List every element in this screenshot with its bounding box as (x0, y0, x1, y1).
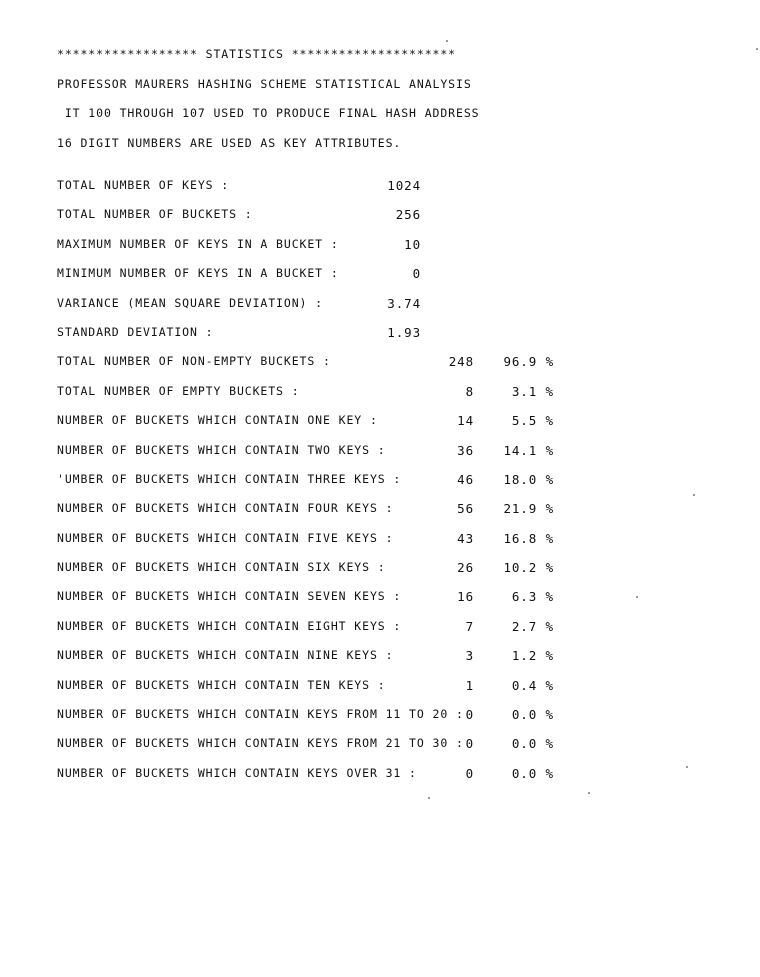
summary-value: 1024 (387, 178, 421, 193)
distribution-row (57, 582, 737, 611)
bucket-percent: 3.1 % (511, 383, 554, 399)
bucket-count: 3 (465, 648, 474, 664)
distribution-label: NUMBER OF BUCKETS WHICH CONTAIN KEYS OVER 31 : (57, 765, 417, 780)
distribution-row (57, 524, 737, 553)
scan-speck (636, 596, 638, 598)
distribution-row (57, 641, 737, 670)
summary-row (57, 318, 737, 347)
distribution-row (57, 759, 737, 788)
distribution-label: NUMBER OF BUCKETS WHICH CONTAIN EIGHT KEYS : (57, 618, 402, 633)
distribution-row (57, 612, 737, 641)
key-attribute-note: 16 DIGIT NUMBERS ARE USED AS KEY ATTRIBUTES. (57, 135, 402, 150)
distribution-row (57, 700, 737, 729)
bucket-count: 16 (457, 589, 474, 605)
bucket-percent: 18.0 % (503, 471, 554, 487)
scan-speck (686, 766, 688, 768)
summary-row (57, 171, 737, 200)
bucket-count: 46 (457, 471, 474, 487)
bucket-percent: 0.0 % (511, 736, 554, 752)
summary-row (57, 230, 737, 259)
bucket-count: 26 (457, 560, 474, 576)
summary-row (57, 200, 737, 229)
distribution-label: NUMBER OF BUCKETS WHICH CONTAIN NINE KEYS : (57, 648, 394, 663)
summary-section (57, 171, 737, 347)
statistics-banner: ****************** STATISTICS ********************* (57, 47, 457, 61)
bucket-count: 1 (465, 677, 474, 693)
bucket-count: 8 (465, 383, 474, 399)
scan-speck (693, 494, 695, 496)
distribution-row (57, 553, 737, 582)
summary-value: 3.74 (387, 295, 421, 311)
bucket-count: 0 (465, 707, 474, 723)
distribution-row (57, 377, 737, 406)
distribution-label: NUMBER OF BUCKETS WHICH CONTAIN KEYS FROM 11 TO 20 : (57, 707, 464, 722)
summary-value: 0 (412, 266, 421, 282)
distribution-label: NUMBER OF BUCKETS WHICH CONTAIN TEN KEYS : (57, 677, 386, 692)
bucket-percent: 10.2 % (503, 560, 554, 576)
distribution-row (57, 671, 737, 700)
bucket-count: 0 (465, 736, 474, 752)
distribution-label: TOTAL NUMBER OF EMPTY BUCKETS : (57, 383, 300, 398)
distribution-label: NUMBER OF BUCKETS WHICH CONTAIN FIVE KEYS : (57, 530, 394, 545)
bucket-percent: 0.0 % (511, 765, 554, 781)
bucket-count: 36 (457, 442, 474, 458)
bucket-count: 14 (457, 413, 474, 429)
distribution-row (57, 494, 737, 523)
bucket-percent: 16.8 % (503, 530, 554, 546)
scan-speck (756, 48, 758, 50)
bucket-percent: 14.1 % (503, 442, 554, 458)
summary-value: 1.93 (387, 324, 421, 340)
distribution-label: NUMBER OF BUCKETS WHICH CONTAIN KEYS FROM 21 TO 30 : (57, 736, 464, 751)
bucket-percent: 96.9 % (503, 354, 554, 370)
distribution-label: NUMBER OF BUCKETS WHICH CONTAIN SEVEN KEYS : (57, 589, 402, 604)
scan-speck (588, 792, 590, 794)
summary-label: MINIMUM NUMBER OF KEYS IN A BUCKET : (57, 266, 339, 281)
distribution-label: NUMBER OF BUCKETS WHICH CONTAIN SIX KEYS : (57, 560, 386, 575)
statistics-report (57, 40, 737, 788)
bucket-count: 43 (457, 530, 474, 546)
bucket-percent: 2.7 % (511, 618, 554, 634)
bucket-percent: 1.2 % (511, 648, 554, 664)
bucket-count: 0 (465, 765, 474, 781)
report-title: PROFESSOR MAURERS HASHING SCHEME STATISTICAL ANALYSIS (57, 76, 472, 91)
hash-address-note: IT 100 THROUGH 107 USED TO PRODUCE FINAL HASH ADDRESS (57, 106, 480, 120)
summary-label: STANDARD DEVIATION : (57, 324, 214, 339)
distribution-label: TOTAL NUMBER OF NON-EMPTY BUCKETS : (57, 354, 331, 369)
distribution-row (57, 406, 737, 435)
scan-speck (446, 40, 448, 42)
bucket-percent: 0.4 % (511, 677, 554, 693)
summary-label: TOTAL NUMBER OF KEYS : (57, 178, 230, 192)
bucket-count: 56 (457, 501, 474, 517)
summary-row (57, 259, 737, 288)
distribution-label: NUMBER OF BUCKETS WHICH CONTAIN FOUR KEYS : (57, 501, 394, 516)
bucket-percent: 21.9 % (503, 501, 554, 517)
bucket-count: 7 (465, 618, 474, 634)
bucket-count: 248 (448, 354, 474, 370)
summary-value: 256 (395, 207, 421, 223)
summary-row (57, 289, 737, 318)
distribution-label: NUMBER OF BUCKETS WHICH CONTAIN ONE KEY : (57, 413, 378, 428)
distribution-section (57, 347, 737, 788)
distribution-row (57, 347, 737, 376)
distribution-row (57, 729, 737, 758)
summary-label: TOTAL NUMBER OF BUCKETS : (57, 207, 253, 222)
distribution-label: NUMBER OF BUCKETS WHICH CONTAIN TWO KEYS : (57, 442, 386, 457)
summary-label: VARIANCE (MEAN SQUARE DEVIATION) : (57, 295, 324, 310)
distribution-row (57, 436, 737, 465)
distribution-row (57, 465, 737, 494)
bucket-percent: 6.3 % (511, 589, 554, 605)
distribution-label: 'UMBER OF BUCKETS WHICH CONTAIN THREE KEYS : (57, 471, 402, 486)
scan-speck (428, 797, 430, 799)
bucket-percent: 0.0 % (511, 707, 554, 723)
summary-value: 10 (404, 236, 421, 252)
bucket-percent: 5.5 % (511, 413, 554, 429)
summary-label: MAXIMUM NUMBER OF KEYS IN A BUCKET : (57, 236, 339, 251)
